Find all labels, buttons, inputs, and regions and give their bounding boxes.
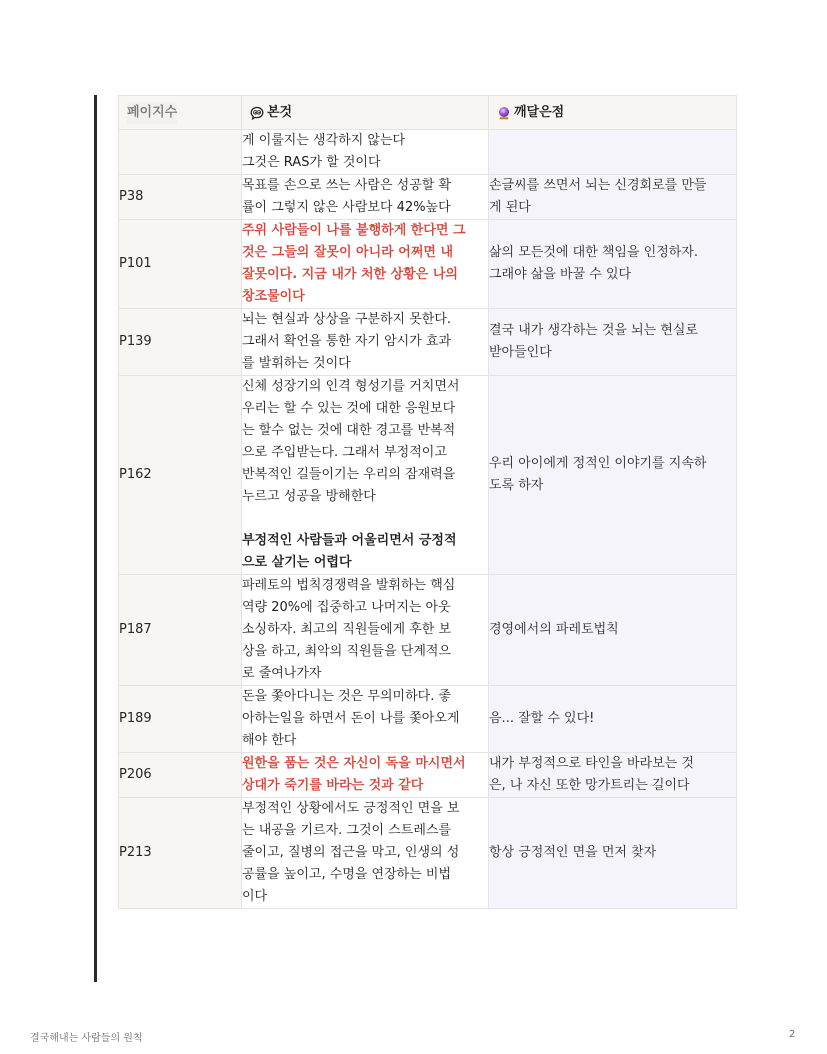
insight-line: 은, 나 자신 또한 망가트리는 길이다 bbox=[489, 778, 690, 793]
crystal-ball-icon bbox=[497, 106, 511, 120]
column-header-page bbox=[119, 96, 242, 130]
table-row bbox=[119, 220, 737, 309]
excerpt-line: 으로 주입받는다. 그래서 부정적이고 bbox=[242, 445, 447, 460]
page-number-cell: P38 bbox=[119, 175, 242, 220]
excerpt-cell bbox=[242, 798, 489, 909]
page-number-cell: P189 bbox=[119, 686, 242, 753]
page-number: 2 bbox=[789, 1029, 796, 1040]
excerpt-line: 상을 하고, 최악의 직원들을 단계적으 bbox=[242, 644, 452, 659]
insight-cell bbox=[489, 686, 737, 753]
insight-cell bbox=[489, 220, 737, 309]
footer-title: 결국해내는 사람들의 원칙 bbox=[30, 1033, 143, 1044]
table-header-row bbox=[119, 96, 737, 130]
insight-line: 음... 잘할 수 있다! bbox=[489, 711, 595, 726]
column-header-insight bbox=[489, 96, 737, 130]
eyes-speech-icon bbox=[250, 106, 264, 120]
excerpt-line: 반복적인 길들이기는 우리의 잠재력을 bbox=[242, 467, 456, 482]
excerpt-cell bbox=[242, 686, 489, 753]
insight-line: 항상 긍정적인 면을 먼저 찾자 bbox=[489, 845, 657, 860]
excerpt-line: 돈을 쫓아다니는 것은 무의미하다. 좋 bbox=[242, 689, 452, 704]
page-number-cell: P139 bbox=[119, 309, 242, 376]
excerpt-line: 부정적인 사람들과 어울리면서 긍정적 bbox=[242, 533, 457, 548]
excerpt-line: 신체 성장기의 인격 형성기를 거치면서 bbox=[242, 379, 460, 394]
excerpt-line: 해야 한다 bbox=[242, 733, 297, 748]
page-number-cell: P206 bbox=[119, 753, 242, 798]
insight-line: 손글씨를 쓰면서 뇌는 신경회로를 만들 bbox=[489, 178, 707, 193]
excerpt-line: 역량 20%에 집중하고 나머지는 아웃 bbox=[242, 600, 451, 615]
excerpt-line: 누르고 성공을 방해한다 bbox=[242, 489, 376, 504]
excerpt-line: 목표를 손으로 쓰는 사람은 성공할 확 bbox=[242, 178, 452, 193]
insight-cell bbox=[489, 376, 737, 575]
highlighted-excerpt-line: 것은 그들의 잘못이 아니라 어쩌면 내 bbox=[242, 245, 453, 260]
excerpt-line: 아하는일을 하면서 돈이 나를 쫓아오게 bbox=[242, 711, 460, 726]
excerpt-line: 는 내공을 기르자. 그것이 스트레스를 bbox=[242, 823, 452, 838]
table-row bbox=[119, 175, 737, 220]
column-header-page-label: 페이지수 bbox=[127, 102, 177, 124]
insight-cell bbox=[489, 130, 737, 175]
insight-line: 그래야 삶을 바꿀 수 있다 bbox=[489, 267, 632, 282]
excerpt-line: 는 할수 없는 것에 대한 경고를 반복적 bbox=[242, 423, 456, 438]
excerpt-line: 로 줄여나가자 bbox=[242, 666, 322, 681]
excerpt-line: 파레토의 법칙경쟁력을 발휘하는 핵심 bbox=[242, 578, 456, 593]
highlighted-excerpt-line: 잘못이다. 지금 내가 처한 상황은 나의 bbox=[242, 267, 458, 282]
quote-bar bbox=[94, 95, 97, 982]
excerpt-cell bbox=[242, 376, 489, 575]
insight-line: 게 된다 bbox=[489, 200, 531, 215]
table-row bbox=[119, 686, 737, 753]
insight-cell bbox=[489, 798, 737, 909]
excerpt-line: 률이 그렇지 않은 사람보다 42%높다 bbox=[242, 200, 451, 215]
excerpt-cell bbox=[242, 753, 489, 798]
excerpt-line: 이다 bbox=[242, 889, 268, 904]
excerpt-line: 게 이룰지는 생각하지 않는다 bbox=[242, 133, 406, 148]
column-header-text bbox=[242, 96, 489, 130]
page-number-cell: P101 bbox=[119, 220, 242, 309]
page-number-cell: P213 bbox=[119, 798, 242, 909]
table-row bbox=[119, 130, 737, 175]
excerpt-line: 으로 살기는 어렵다 bbox=[242, 555, 352, 570]
insight-cell bbox=[489, 175, 737, 220]
excerpt-line: 우리는 할 수 있는 것에 대한 응원보다 bbox=[242, 401, 456, 416]
table-row bbox=[119, 798, 737, 909]
table-row bbox=[119, 575, 737, 686]
excerpt-line: 그래서 확언을 통한 자기 암시가 효과 bbox=[242, 334, 452, 349]
insight-cell bbox=[489, 575, 737, 686]
insight-cell bbox=[489, 309, 737, 376]
insight-line: 도록 하자 bbox=[489, 478, 544, 493]
excerpt-cell bbox=[242, 175, 489, 220]
excerpt-line: 줄이고, 질병의 접근을 막고, 인생의 성 bbox=[242, 845, 460, 860]
excerpt-line: 뇌는 현실과 상상을 구분하지 못한다. bbox=[242, 312, 452, 327]
excerpt-line: 공률을 높이고, 수명을 연장하는 비법 bbox=[242, 867, 452, 882]
table-row bbox=[119, 753, 737, 798]
page-number-cell bbox=[119, 130, 242, 175]
excerpt-cell bbox=[242, 309, 489, 376]
excerpt-line: 소싱하자. 최고의 직원들에게 후한 보 bbox=[242, 622, 452, 637]
paragraph-gap bbox=[242, 508, 488, 530]
highlighted-excerpt-line: 창조물이다 bbox=[242, 289, 305, 304]
table-body bbox=[119, 130, 737, 909]
page-number-cell: P162 bbox=[119, 376, 242, 575]
column-header-text-label: 본것 bbox=[267, 104, 293, 120]
reading-notes-table bbox=[118, 95, 737, 909]
highlighted-excerpt-line: 상대가 죽기를 바라는 것과 같다 bbox=[242, 778, 424, 793]
table-row bbox=[119, 376, 737, 575]
column-header-insight-label: 깨달은점 bbox=[514, 104, 565, 120]
insight-line: 받아들인다 bbox=[489, 345, 552, 360]
page-number-cell: P187 bbox=[119, 575, 242, 686]
insight-line: 경영에서의 파레토법칙 bbox=[489, 622, 619, 637]
insight-line: 내가 부정적으로 타인을 바라보는 것 bbox=[489, 756, 694, 771]
excerpt-line: 를 발휘하는 것이다 bbox=[242, 356, 351, 371]
table-row bbox=[119, 309, 737, 376]
excerpt-cell bbox=[242, 220, 489, 309]
insight-line: 결국 내가 생각하는 것을 뇌는 현실로 bbox=[489, 323, 699, 338]
excerpt-cell bbox=[242, 575, 489, 686]
highlighted-excerpt-line: 원한을 품는 것은 자신이 독을 마시면서 bbox=[242, 756, 466, 771]
insight-line: 우리 아이에게 정적인 이야기를 지속하 bbox=[489, 456, 707, 471]
excerpt-cell bbox=[242, 130, 489, 175]
excerpt-line: 부정적인 상황에서도 긍정적인 면을 보 bbox=[242, 801, 460, 816]
excerpt-line: 그것은 RAS가 할 것이다 bbox=[242, 155, 381, 170]
highlighted-excerpt-line: 주위 사람들이 나를 불행하게 한다면 그 bbox=[242, 223, 466, 238]
insight-line: 삶의 모든것에 대한 책임을 인정하자. bbox=[489, 245, 699, 260]
insight-cell bbox=[489, 753, 737, 798]
